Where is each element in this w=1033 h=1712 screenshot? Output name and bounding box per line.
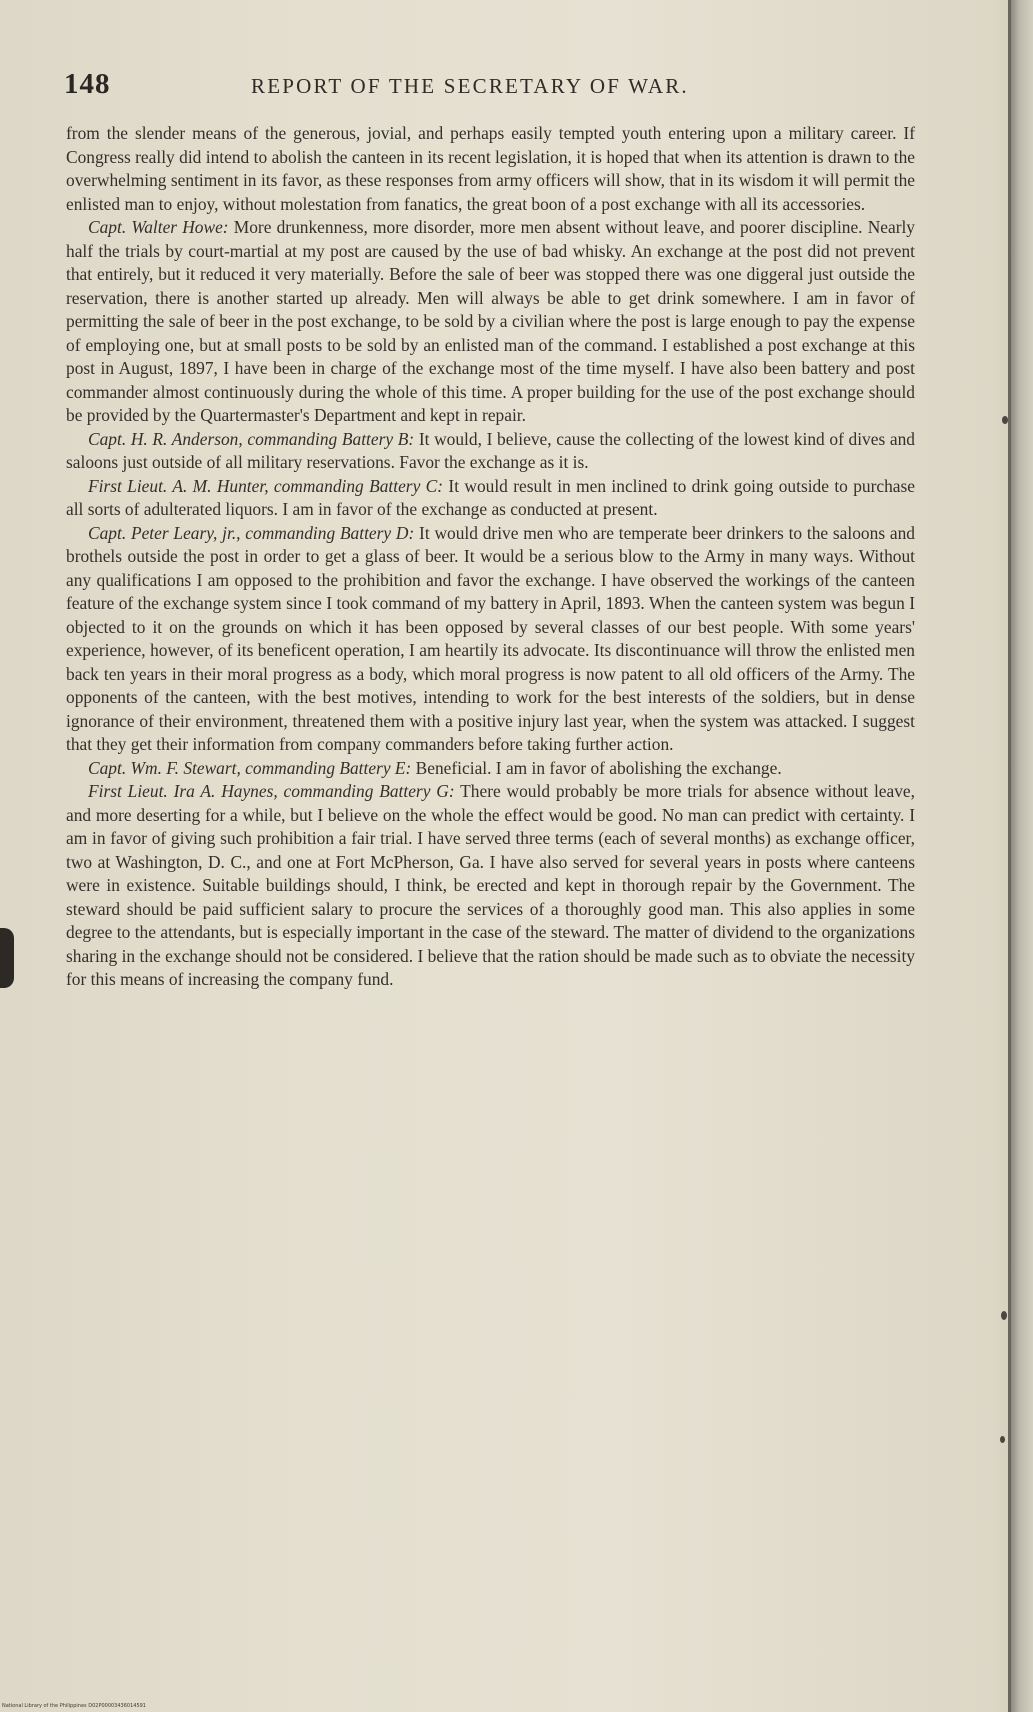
page-gutter-shadow — [1011, 0, 1033, 1712]
paragraph-continuation — [66, 122, 915, 216]
paragraph-text: It would, I believe, cause the collecting of the lowest kind of dives and saloons just outside of all military reservations. Favor the exchange as it is. — [66, 428, 915, 472]
speaker-name: Capt. H. R. Anderson, commanding Battery B: — [88, 428, 415, 449]
paragraph-hunter — [66, 475, 915, 522]
paragraph-haynes — [66, 780, 915, 992]
paragraph-howe — [66, 216, 915, 428]
paragraph-anderson — [66, 428, 915, 475]
paragraph-text: from the slender means of the generous, jovial, and perhaps easily tempted youth entering upon a military career. If Congress really did intend to abolish the canteen in its recent legislation, it is hoped that when its attention is drawn to the overwhelming sentiment in its favor, as these responses from army officers will show, that in its wisdom it will permit the enlisted man to enjoy, without molestation from fanatics, the great boon of a post exchange with all its accessories. — [66, 123, 915, 214]
running-title: REPORT OF THE SECRETARY OF WAR. — [251, 74, 689, 98]
speaker-name: Capt. Walter Howe: — [88, 217, 229, 237]
paragraph-text: It would drive men who are temperate beer drinkers to the saloons and brothels outside the post in order to get a glass of beer. It would be a serious blow to the Army in many ways. Without any qualifications I am opposed to the prohibition and favor the exchange. I have observed the workings of the canteen feature of the exchange system since I took command of my battery in April, 1893. When the canteen system was begun I objected to it on the grounds on which it has been opposed by several classes of our best people. With some years' experience, however, of its beneficent operation, I am heartily its advocate. Its discontinuance will throw the enlisted men back ten years in their moral progress as a body, which moral progress is now patent to all old officers of the Army. The opponents of the canteen, with the best motives, intending to work for the best interests of the soldiers, but in dense ignorance of their environment, threatened them with a positive injury last year, when the system was attacked. I suggest that they get their information from company commanders before taking further action. — [66, 522, 915, 754]
paragraph-text: More drunkenness, more disorder, more men absent without leave, and poorer discipline. Nearly half the trials by court-martial at my post are caused by the use of bad whisky. An exchange at the post did not prevent that entirely, but it reduced it very materially. Before the sale of beer was stopped there was one diggeral just outside the reservation, there is another started up already. Men will always be able to get drink somewhere. I am in favor of permitting the sale of beer in the post exchange, to be sold by a civilian where the post is large enough to pay the expense of employing one, but at small posts to be sold by an enlisted man of the command. I established a post exchange at this post in August, 1897, I have been in charge of the exchange most of the time myself. I have also been battery and post commander almost continuously during the whole of this time. A proper building for the use of the post exchange should be provided by the Quartermaster's Department and kept in repair. — [66, 217, 916, 425]
page-body — [66, 122, 915, 992]
scan-speck — [1001, 1311, 1007, 1320]
speaker-name: First Lieut. A. M. Hunter, commanding Battery C: — [88, 475, 444, 496]
scan-speck — [1000, 1436, 1005, 1443]
paragraph-leary — [66, 522, 915, 757]
speaker-name: Capt. Peter Leary, jr., commanding Battery D: — [88, 522, 415, 543]
page-header — [64, 68, 934, 108]
paragraph-stewart — [66, 757, 915, 781]
binding-shadow — [0, 928, 14, 988]
speaker-name: First Lieut. Ira A. Haynes, commanding Battery G: — [88, 781, 455, 801]
paragraph-text: It would result in men inclined to drink going outside to purchase all sorts of adulterated liquors. I am in favor of the exchange as conducted at present. — [66, 475, 916, 519]
scan-credit: National Library of the Philippines D02P00003436014591 — [2, 1703, 146, 1709]
paragraph-text: There would probably be more trials for absence without leave, and more deserting for a while, but I believe on the whole the effect would be good. No man can predict with certainty. I am in favor of giving such prohibition a fair trial. I have served three terms (each of several months) as exchange officer, two at Washington, D. C., and one at Fort McPherson, Ga. I have also served for several years in posts where canteens were in existence. Suitable buildings should, I think, be erected and kept in thorough repair by the Government. The steward should be paid sufficient salary to procure the services of a thoroughly good man. This also applies in some degree to the attendants, but is especially important in the case of the steward. The matter of dividend to the organizations sharing in the exchange should not be considered. I believe that the ration should be made such as to obviate the necessity for this means of increasing the company fund. — [66, 781, 915, 989]
page-number: 148 — [64, 68, 111, 100]
paragraph-text: Beneficial. I am in favor of abolishing the exchange. — [411, 757, 782, 778]
speaker-name: Capt. Wm. F. Stewart, commanding Battery E: — [88, 757, 412, 778]
page-edge-line — [1008, 0, 1011, 1712]
